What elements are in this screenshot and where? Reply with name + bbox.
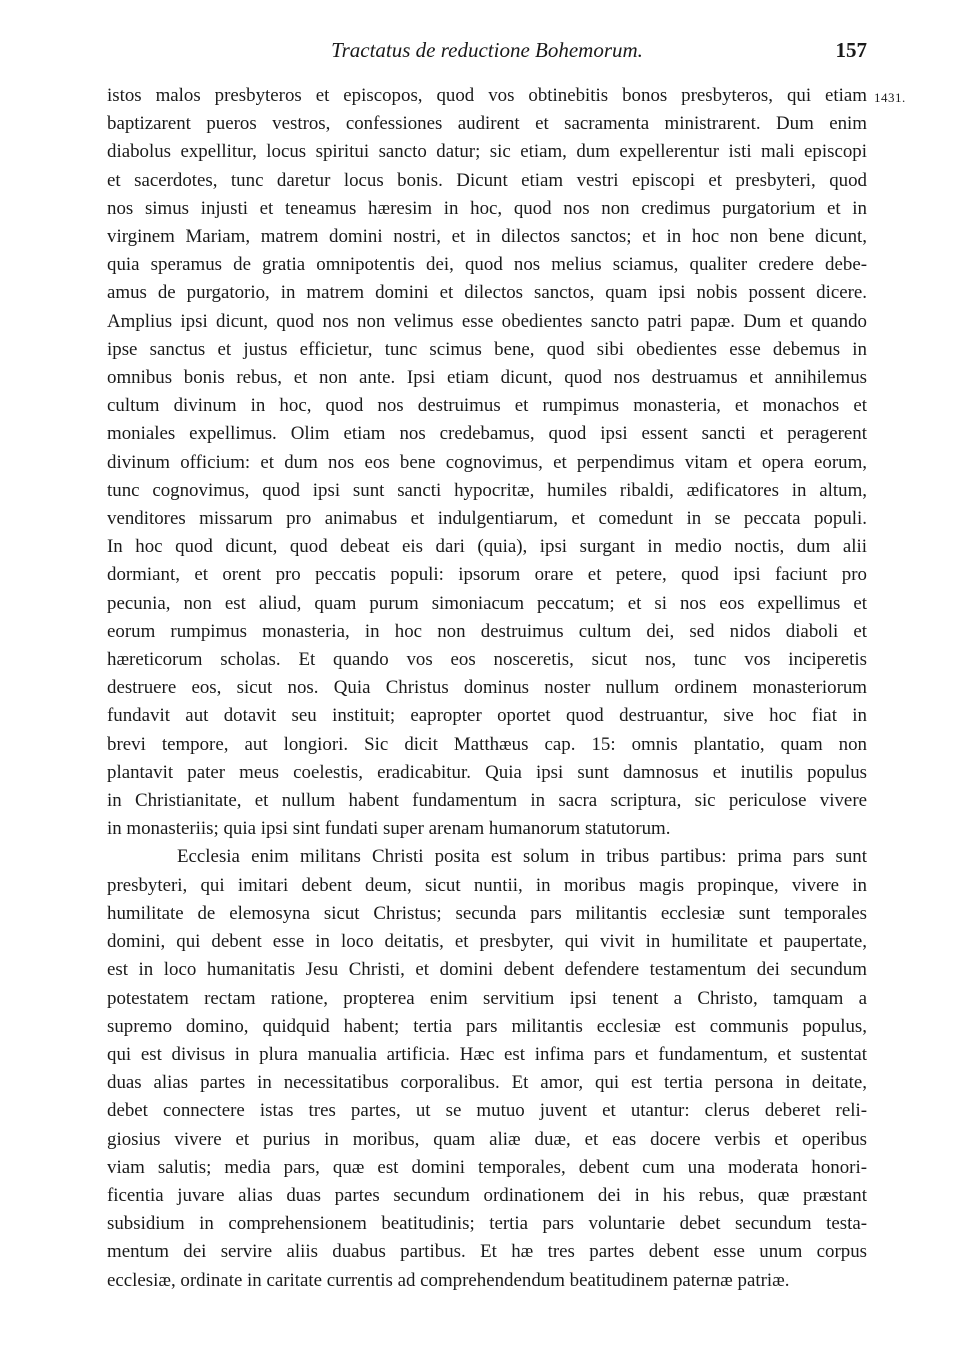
text-line: in Christianitate, et nullum habent fundamentum in sacra scriptura, sic periculose vivere xyxy=(107,790,867,812)
text-line: virginem Mariam, matrem domini nostri, et in dilectos sanctos; et in hoc non bene dicunt, xyxy=(107,226,867,248)
text-line: humilitate de elemosyna sicut Christus; secunda pars militantis ecclesiæ sunt temporales xyxy=(107,902,867,924)
text-line: pecunia, non est aliud, quam purum simoniacum peccatum; et si nos eos expellimus et xyxy=(107,592,867,614)
text-line: mentum dei servire aliis duabus partibus. Et hæ tres partes debent esse unum corpus xyxy=(107,1241,867,1263)
text-line: venditores missarum pro animabus et indulgentiarum, et comedunt in se peccata populi. xyxy=(107,508,867,530)
body-text xyxy=(107,82,867,1295)
text-line: hæreticorum scholas. Et quando vos eos nosceretis, sicut nos, tunc vos inciperetis xyxy=(107,649,867,671)
text-line: diabolus expellitur, locus spiritui sancto datur; sic etiam, dum expellerentur isti mali episcopi xyxy=(107,141,867,163)
text-line: divinum officium: et dum nos eos bene cognovimus, et perpendimus vitam et opera eorum, xyxy=(107,451,867,473)
text-line: baptizarent pueros vestros, confessiones audirent et sacramenta ministrarent. Dum enim xyxy=(107,113,867,135)
text-line: giosius vivere et purius in moribus, quam aliæ duæ, et eas docere verbis et operibus xyxy=(107,1128,867,1150)
text-line: ipse sanctus et justus efficietur, tunc scimus bene, quod sibi obedientes esse debemus in xyxy=(107,338,867,360)
text-line: ecclesiæ, ordinate in caritate currentis ad comprehendendum beatitudinem paternæ patriæ. xyxy=(107,1269,790,1291)
text-line: plantavit pater meus coelestis, eradicabitur. Quia ipsi sunt damnosus et inutilis populus xyxy=(107,761,867,783)
paragraph xyxy=(107,82,867,843)
text-line: viam salutis; media pars, quæ est domini temporales, debent cum una moderata honori- xyxy=(107,1156,867,1178)
text-line: nos simus injusti et teneamus hæresim in hoc, quod nos non credimus purgatorium et in xyxy=(107,197,867,219)
text-line: est in loco humanitatis Jesu Christi, et domini debent defendere testamentum dei secundum xyxy=(107,959,867,981)
page-header xyxy=(107,38,867,68)
text-line: supremo domino, quidquid habent; tertia pars militantis ecclesiæ est communis populus, xyxy=(107,1015,867,1037)
running-title: Tractatus de reductione Bohemorum. xyxy=(331,38,643,62)
text-line: potestatem rectam ratione, propterea enim servitium ipsi tenent a Christo, tamquam a xyxy=(107,987,867,1009)
text-line: amus de purgatorio, in matrem domini et dilectos sanctos, quam ipsi nobis possent dicere. xyxy=(107,282,867,304)
text-line: destruere eos, sicut nos. Quia Christus dominus noster nullum ordinem monasteriorum xyxy=(107,677,867,699)
text-line: In hoc quod dicunt, quod debeat eis dari (quia), ipsi surgant in medio noctis, dum alii xyxy=(107,536,867,558)
text-line: duas alias partes in necessitatibus corporalibus. Et amor, qui est tertia persona in deitate, xyxy=(107,1072,867,1094)
text-line: presbyteri, qui imitari debent deum, sicut nuntii, in moribus magis propinque, vivere in xyxy=(107,874,867,896)
text-line: subsidium in comprehensionem beatitudinis; tertia pars voluntarie debet secundum testa- xyxy=(107,1213,867,1235)
text-line: istos malos presbyteros et episcopos, quod vos obtinebitis bonos presbyteros, qui etiam xyxy=(107,85,867,106)
text-line: in monasteriis; quia ipsi sint fundati super arenam humanorum statutorum. xyxy=(107,818,671,840)
text-line: et sacerdotes, tunc daretur locus bonis. Dicunt etiam vestri episcopi et presbyteri, quod xyxy=(107,169,867,191)
paragraph xyxy=(107,843,867,1294)
margin-year-note: 1431. xyxy=(874,90,906,105)
page-number: 157 xyxy=(835,38,867,62)
text-line: moniales expellimus. Olim etiam nos credebamus, quod ipsi essent sancti et peragerent xyxy=(107,423,867,445)
text-line: eorum rumpimus monasteria, in hoc non destruimus cultum dei, sed nidos diaboli et xyxy=(107,620,867,642)
text-line: debet connectere istas tres partes, ut se mutuo juvent et utantur: clerus deberet reli- xyxy=(107,1100,867,1122)
text-line: quia speramus de gratia omnipotentis dei, quod nos melius sciamus, qualiter credere debe- xyxy=(107,254,867,276)
text-line: brevi tempore, aut longiori. Sic dicit Matthæus cap. 15: omnis plantatio, quam non xyxy=(107,733,867,755)
text-line: tunc cognovimus, quod ipsi sunt sancti hypocritæ, humiles ribaldi, ædificatores in altum, xyxy=(107,479,867,501)
text-line: qui est divisus in plura manualia artificia. Hæc est infima pars et fundamentum, et sustentat xyxy=(107,1043,867,1065)
text-line: cultum divinum in hoc, quod nos destruimus et rumpimus monasteria, et monachos et xyxy=(107,395,867,417)
text-line: ficentia juvare alias duas partes secundum ordinationem dei in his rebus, quæ præstant xyxy=(107,1184,867,1206)
text-line: fundavit aut dotavit seu instituit; eapropter oportet quod destruantur, sive hoc fiat in xyxy=(107,705,867,727)
text-line: Ecclesia enim militans Christi posita est solum in tribus partibus: prima pars sunt xyxy=(177,846,867,868)
text-line: dormiant, et orent pro peccatis populi: ipsorum orare et petere, quod ipsi faciunt pro xyxy=(107,564,867,586)
text-line: domini, qui debent esse in loco deitatis, et presbyter, qui vivit in humilitate et paupertate, xyxy=(107,931,867,953)
text-line: omnibus bonis rebus, et non ante. Ipsi etiam dicunt, quod nos destruamus et annihilemus xyxy=(107,367,867,389)
text-line: Amplius ipsi dicunt, quod nos non velimus esse obedientes sancto patri papæ. Dum et quando xyxy=(107,310,867,332)
